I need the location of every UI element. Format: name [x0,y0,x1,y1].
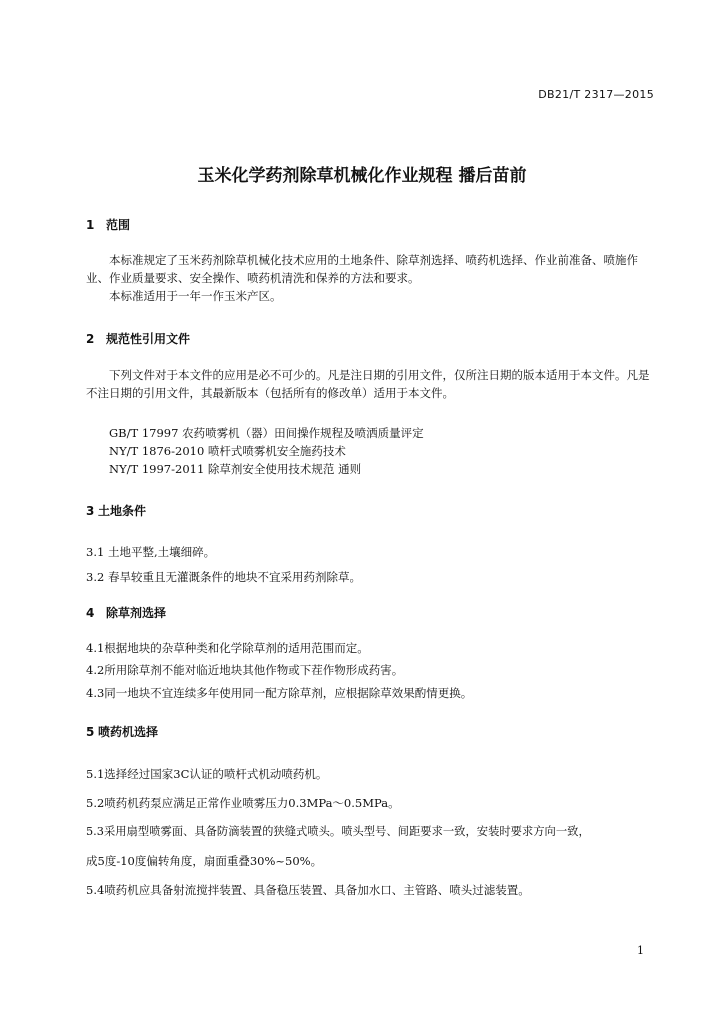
reference-item: NY/T 1876-2010 喷杆式喷雾机安全施药技术 [109,444,346,458]
section-heading-3: 3 土地条件 [86,504,147,518]
reference-item: NY/T 1997-2011 除草剂安全使用技术规范 通则 [109,462,362,476]
clause-item: 4.3同一地块不宜连续多年使用同一配方除草剂，应根据除草效果酌情更换。 [86,686,473,700]
clause-item: 成5度-10度偏转角度，扇面重叠30%~50%。 [86,854,323,868]
section-heading-4: 4 除草剂选择 [86,606,167,620]
clause-item: 3.2 春旱较重且无灌溉条件的地块不宜采用药剂除草。 [86,570,361,584]
clause-item: 5.2喷药机药泵应满足正常作业喷雾压力0.3MPa～0.5MPa。 [86,796,400,810]
page-number: 1 [637,944,644,957]
clause-item: 5.4喷药机应具备射流搅拌装置、具备稳压装置、具备加水口、主管路、喷头过滤装置。 [86,883,530,897]
section-heading-2: 2 规范性引用文件 [86,332,191,346]
reference-item: GB/T 17997 农药喷雾机（器）田间操作规程及喷洒质量评定 [109,426,424,440]
clause-item: 5.1选择经过国家3C认证的喷杆式机动喷药机。 [86,767,328,781]
section-heading-1: 1 范围 [86,218,131,232]
paragraph: 本标准规定了玉米药剂除草机械化技术应用的土地条件、除草剂选择、喷药机选择、作业前准备、喷施作业、作业质量要求、安全操作、喷药机清洗和保养的方法和要求。 [86,253,638,285]
clause-item: 3.1 土地平整,土壤细碎。 [86,545,216,559]
paragraph: 本标准适用于一年一作玉米产区。 [109,289,282,303]
paragraph: 下列文件对于本文件的应用是必不可少的。凡是注日期的引用文件，仅所注日期的版本适用于本文件。凡是不注日期的引用文件，其最新版本（包括所有的修改单）适用于本文件。 [86,368,650,400]
clause-item: 4.2所用除草剂不能对临近地块其他作物或下茬作物形成药害。 [86,663,404,677]
document-title: 玉米化学药剂除草机械化作业规程 播后苗前 [197,166,527,186]
clause-item: 5.3采用扇型喷雾面、具备防滴装置的狭缝式喷头。喷头型号、间距要求一致，安装时要求方向一致， [86,825,590,838]
document-code: DB21/T 2317—2015 [538,88,654,101]
clause-item: 4.1根据地块的杂草种类和化学除草剂的适用范围而定。 [86,641,369,655]
section-heading-5: 5 喷药机选择 [86,725,159,739]
